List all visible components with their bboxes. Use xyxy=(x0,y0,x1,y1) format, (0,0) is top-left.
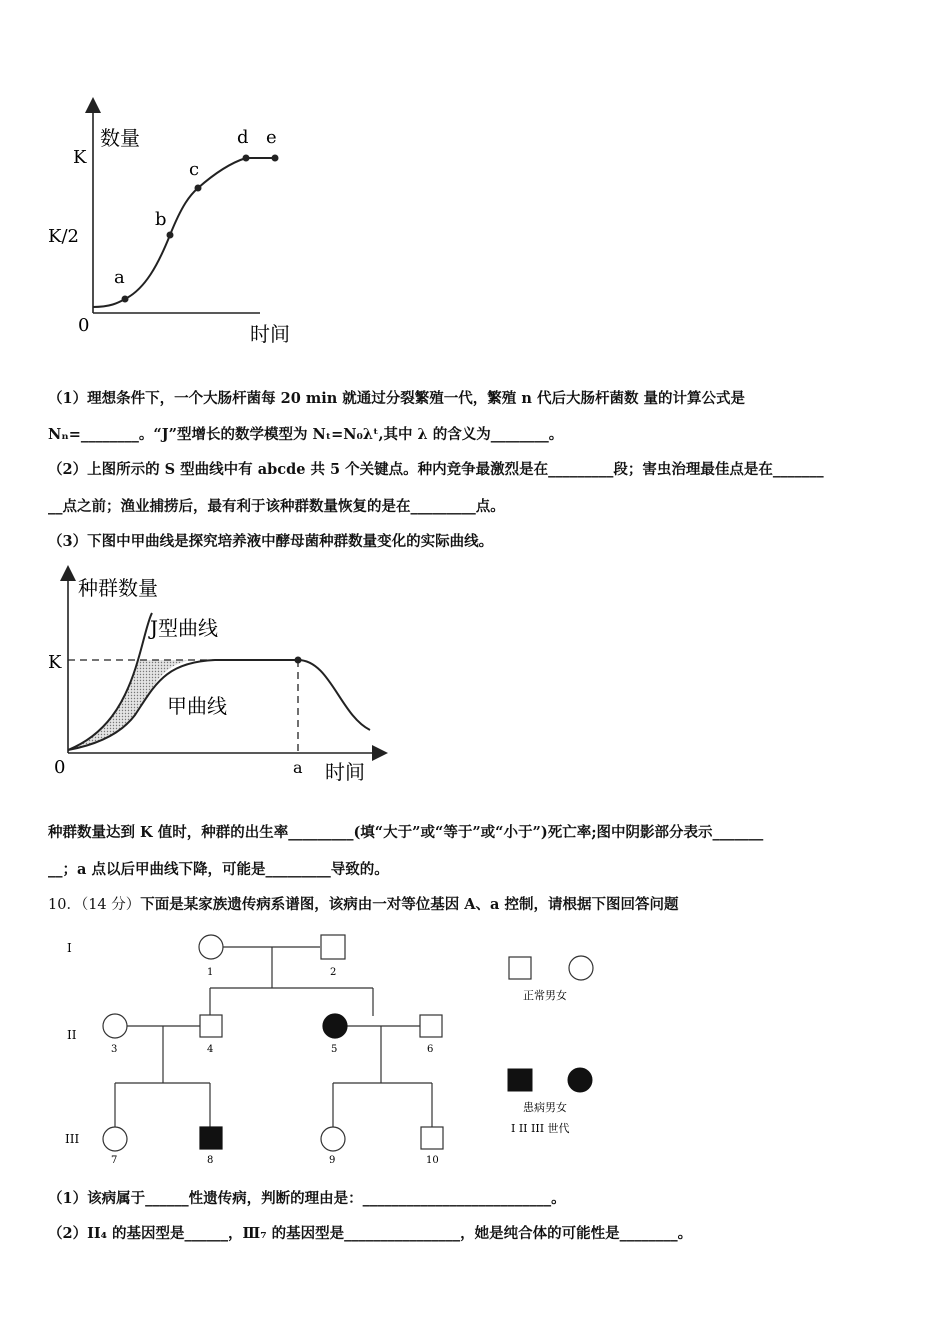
individual-10 xyxy=(421,1127,443,1149)
id-8: 8 xyxy=(207,1155,214,1166)
point-a xyxy=(122,296,129,303)
q10-number: 10．（14 分） xyxy=(48,897,141,913)
q3-line1: （3）下图中甲曲线是探究培养液中酵母菌种群数量变化的实际曲线。 xyxy=(48,533,494,550)
id-3: 3 xyxy=(111,1044,118,1055)
id-5: 5 xyxy=(331,1044,338,1055)
id-7: 7 xyxy=(111,1155,118,1166)
legend-generation-label: I II III 世代 xyxy=(511,1122,570,1135)
id-4: 4 xyxy=(207,1044,214,1055)
q1-line2: Nₙ=________。“J”型增长的数学模型为 Nₜ=N₀λᵗ,其中 λ 的含义为________。 xyxy=(48,426,564,443)
legend-affected-male xyxy=(508,1069,532,1091)
q2-line1: （2）上图所示的 S 型曲线中有 abcde 共 5 个关键点。种内竞争最激烈是在_________段；害虫治理最佳点是在_______ xyxy=(48,461,824,478)
individual-8 xyxy=(200,1127,222,1149)
individual-6 xyxy=(420,1015,442,1037)
y-axis-label: 数量 xyxy=(100,126,140,150)
gen-label-2: II xyxy=(67,1028,77,1042)
legend-affected-label: 患病男女 xyxy=(523,1101,567,1114)
id-10: 10 xyxy=(426,1155,439,1166)
individual-4 xyxy=(200,1015,222,1037)
tick-a: a xyxy=(293,758,303,777)
point-a-peak xyxy=(295,657,302,664)
legend-normal-male xyxy=(509,957,531,979)
q3b-line1: 种群数量达到 K 值时，种群的出生率_________(填“大于”或“等于”或“小于”)死亡率;图中阴影部分表示_______ xyxy=(48,824,764,841)
q2-line2: __点之前；渔业捕捞后，最有利于该种群数量恢复的是在_________点。 xyxy=(48,498,505,515)
q10-text: 下面是某家族遗传病系谱图，该病由一对等位基因 A、a 控制，请根据下图回答问题 xyxy=(140,896,679,913)
q10-sub1: （1）该病属于______性遗传病，判断的理由是：__________________________。 xyxy=(48,1190,566,1207)
individual-1 xyxy=(199,935,223,959)
tick-k-half: K/2 xyxy=(48,226,79,247)
q10-sub2: （2）II₄ 的基因型是______，Ⅲ₇ 的基因型是________________，她是纯合体的可能性是________。 xyxy=(48,1225,693,1242)
id-2: 2 xyxy=(330,967,337,978)
point-c xyxy=(195,185,202,192)
tick-k: K xyxy=(73,147,87,168)
point-b xyxy=(167,232,174,239)
id-9: 9 xyxy=(329,1155,336,1166)
point-c-label: c xyxy=(189,159,200,180)
point-a-label: a xyxy=(114,267,125,288)
point-e xyxy=(272,155,279,162)
point-b-label: b xyxy=(155,209,167,230)
tick-k: K xyxy=(48,652,62,673)
point-e-label: e xyxy=(266,127,277,148)
legend-normal-female xyxy=(569,956,593,980)
origin-label: 0 xyxy=(54,757,66,778)
id-6: 6 xyxy=(427,1044,434,1055)
q10-heading xyxy=(48,893,679,914)
s-curve-figure xyxy=(40,95,320,355)
id-1: 1 xyxy=(207,967,214,978)
origin-label: 0 xyxy=(78,315,90,336)
x-axis-label: 时间 xyxy=(250,322,290,346)
x-axis-label: 时间 xyxy=(325,760,365,784)
gen-label-3: III xyxy=(65,1132,80,1146)
q1-line1: （1）理想条件下，一个大肠杆菌每 20 min 就通过分裂繁殖一代，繁殖 n 代后大肠杆菌数 量的计算公式是 xyxy=(48,390,745,407)
pedigree-chart xyxy=(55,925,615,1170)
legend-normal-label: 正常男女 xyxy=(523,989,567,1002)
jia-curve-label: 甲曲线 xyxy=(167,694,227,718)
individual-7 xyxy=(103,1127,127,1151)
legend-affected-female xyxy=(568,1068,592,1092)
individual-5 xyxy=(323,1014,347,1038)
point-d-label: d xyxy=(237,127,249,148)
j-curve-label: J型曲线 xyxy=(150,616,219,640)
q3b-line2: __；a 点以后甲曲线下降，可能是_________导致的。 xyxy=(48,861,389,878)
point-d xyxy=(243,155,250,162)
gen-label-1: I xyxy=(67,941,72,955)
y-axis-label: 种群数量 xyxy=(78,576,158,600)
individual-9 xyxy=(321,1127,345,1151)
j-curve-figure xyxy=(40,565,400,790)
individual-3 xyxy=(103,1014,127,1038)
individual-2 xyxy=(321,935,345,959)
